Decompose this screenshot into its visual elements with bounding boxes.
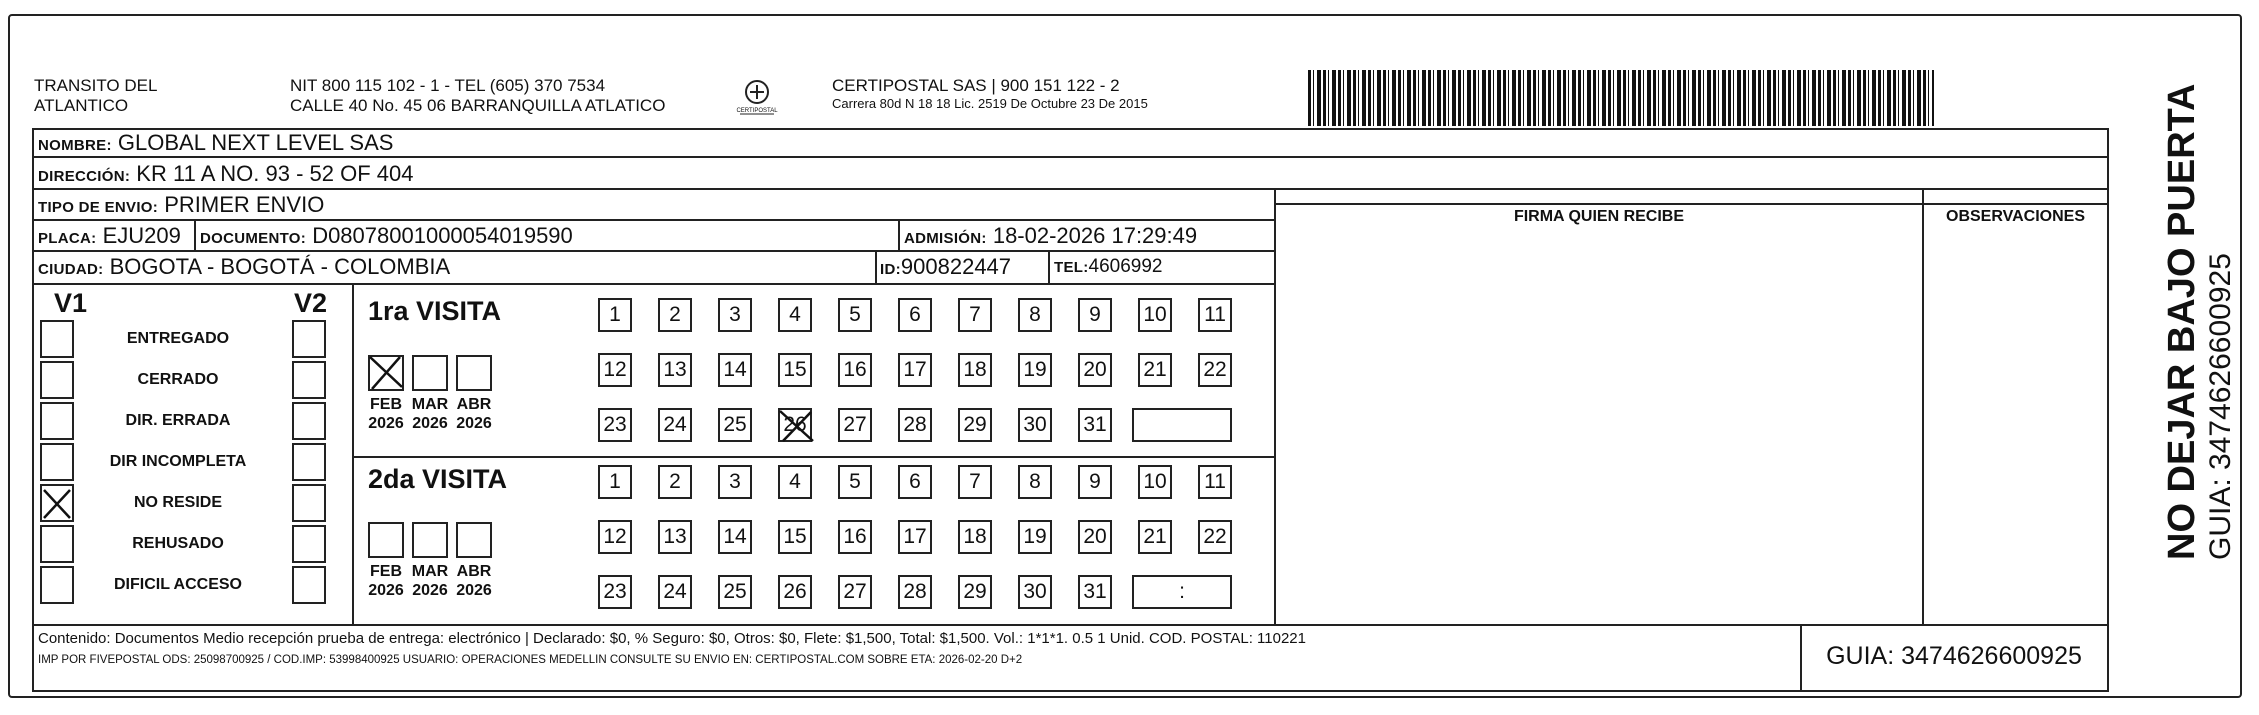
day-box[interactable]: 20 (1078, 353, 1112, 387)
status-checkbox-v1[interactable] (40, 443, 74, 481)
documento-value: D08078001000054019590 (312, 223, 573, 248)
month-checkbox[interactable] (456, 522, 492, 558)
day-box[interactable]: 18 (958, 520, 992, 554)
month-label: MAR 2026 (411, 396, 449, 432)
day-box[interactable]: 11 (1198, 465, 1232, 499)
day-box[interactable]: 10 (1138, 465, 1172, 499)
status-label: DIFICIL ACCESO (113, 576, 242, 593)
day-box[interactable]: 4 (778, 465, 812, 499)
rule (875, 250, 877, 283)
day-box[interactable]: 19 (1018, 520, 1052, 554)
rule (194, 219, 196, 250)
day-box[interactable]: 5 (838, 298, 872, 332)
time-box[interactable]: : (1132, 575, 1232, 609)
day-box[interactable]: 23 (598, 408, 632, 442)
month-checkbox[interactable] (368, 355, 404, 391)
nombre-value: GLOBAL NEXT LEVEL SAS (117, 130, 394, 155)
id-value: 900822447 (900, 254, 1012, 279)
status-label: CERRADO (137, 371, 219, 388)
day-box[interactable]: 1 (598, 298, 632, 332)
status-checkbox-v2[interactable] (292, 443, 326, 481)
day-box[interactable]: 8 (1018, 465, 1052, 499)
status-label: NO RESIDE (133, 494, 222, 511)
month-label: ABR 2026 (456, 396, 492, 432)
day-box[interactable]: 7 (958, 465, 992, 499)
nombre-label: NOMBRE: (38, 137, 112, 154)
status-checkbox-v1[interactable] (40, 402, 74, 440)
firma-header: FIRMA QUIEN RECIBE (1513, 208, 1685, 225)
status-label: DIR. ERRADA (125, 412, 231, 429)
day-box[interactable]: 17 (898, 353, 932, 387)
day-box[interactable]: 13 (658, 353, 692, 387)
certipostal-logo (732, 74, 782, 124)
day-box[interactable]: 6 (898, 298, 932, 332)
day-box[interactable]: 29 (958, 575, 992, 609)
admision-field (904, 223, 1197, 252)
status-checkbox-v1[interactable] (40, 525, 74, 563)
day-box[interactable]: 28 (898, 408, 932, 442)
day-box[interactable]: 14 (718, 353, 752, 387)
rule (352, 283, 354, 624)
day-box[interactable]: 15 (778, 353, 812, 387)
day-box[interactable]: 10 (1138, 298, 1172, 332)
rule (34, 283, 1274, 285)
day-box[interactable]: 25 (718, 575, 752, 609)
day-box[interactable]: 26 (778, 408, 812, 442)
day-box[interactable]: 13 (658, 520, 692, 554)
direccion-label: DIRECCIÓN: (38, 168, 131, 185)
day-box[interactable]: 3 (718, 465, 752, 499)
documento-label: DOCUMENTO: (200, 230, 307, 247)
day-box[interactable]: 24 (658, 575, 692, 609)
day-box[interactable]: 8 (1018, 298, 1052, 332)
logo-text: CERTIPOSTAL (736, 108, 778, 114)
placa-value: EJU209 (102, 223, 181, 248)
day-box[interactable]: 9 (1078, 465, 1112, 499)
day-box[interactable]: 16 (838, 520, 872, 554)
day-box[interactable]: 16 (838, 353, 872, 387)
sender-name (34, 76, 157, 116)
rule (1800, 624, 1802, 690)
day-box[interactable]: 24 (658, 408, 692, 442)
tipo-envio-field (38, 192, 324, 221)
status-checkbox-v1[interactable] (40, 484, 74, 522)
v1-label: V1 (54, 288, 88, 318)
rule (1922, 188, 1924, 624)
month-label: ABR 2026 (456, 563, 492, 599)
guide-form (32, 128, 2109, 692)
barcode (1308, 70, 1934, 126)
day-box[interactable]: 18 (958, 353, 992, 387)
side-text (2160, 84, 2238, 560)
day-box[interactable]: 27 (838, 408, 872, 442)
logo-icon (732, 74, 782, 124)
status-label: DIR INCOMPLETA (109, 453, 247, 470)
visit1-title: 1ra VISITA (368, 296, 502, 326)
status-checkbox-v2[interactable] (292, 402, 326, 440)
status-checkbox-v2[interactable] (292, 525, 326, 563)
visit2-title: 2da VISITA (368, 464, 508, 494)
day-box[interactable]: 6 (898, 465, 932, 499)
admision-label: ADMISIÓN: (904, 230, 987, 247)
day-box[interactable]: 30 (1018, 575, 1052, 609)
tel-value: 4606992 (1088, 256, 1163, 277)
status-checkbox-v1[interactable] (40, 361, 74, 399)
side-warning: NO DEJAR BAJO PUERTA (2161, 83, 2203, 560)
id-field (880, 254, 1011, 283)
admision-value: 18-02-2026 17:29:49 (992, 223, 1198, 248)
day-box[interactable]: 4 (778, 298, 812, 332)
rule (1048, 250, 1050, 283)
sender-line-2: ATLANTICO (34, 96, 129, 115)
day-box[interactable]: 20 (1078, 520, 1112, 554)
id-label: ID: (880, 261, 901, 278)
tel-field (1054, 254, 1163, 281)
day-box[interactable]: 1 (598, 465, 632, 499)
day-box[interactable]: 30 (1018, 408, 1052, 442)
side-guia: GUIA: 3474626600925 (2204, 253, 2237, 560)
day-box[interactable]: 25 (718, 408, 752, 442)
ciudad-label: CIUDAD: (38, 261, 104, 278)
placa-field (38, 223, 181, 252)
day-box[interactable]: 21 (1138, 520, 1172, 554)
observaciones-header: OBSERVACIONES (1946, 208, 2085, 225)
day-box[interactable]: 12 (598, 353, 632, 387)
status-checkbox-v1[interactable] (40, 566, 74, 604)
placa-label: PLACA: (38, 230, 97, 247)
nit-line: NIT 800 115 102 - 1 - TEL (605) 370 7534 (290, 76, 606, 95)
day-box[interactable]: 29 (958, 408, 992, 442)
status-checkbox-v2[interactable] (292, 361, 326, 399)
day-box[interactable]: 2 (658, 465, 692, 499)
month-checkbox[interactable] (456, 355, 492, 391)
day-box[interactable]: 22 (1198, 353, 1232, 387)
day-box[interactable]: 7 (958, 298, 992, 332)
day-box[interactable]: 23 (598, 575, 632, 609)
status-label: ENTREGADO (126, 330, 230, 347)
courier-details (832, 76, 1148, 112)
rule (1274, 203, 2107, 205)
day-box[interactable]: 15 (778, 520, 812, 554)
month-label: FEB 2026 (368, 396, 404, 432)
day-box[interactable]: 19 (1018, 353, 1052, 387)
month-checkbox[interactable] (412, 355, 448, 391)
month-checkbox[interactable] (368, 522, 404, 558)
day-box[interactable]: 31 (1078, 408, 1112, 442)
day-box[interactable]: 17 (898, 520, 932, 554)
direccion-value: KR 11 A NO. 93 - 52 OF 404 (136, 161, 414, 186)
ciudad-value: BOGOTA - BOGOTÁ - COLOMBIA (109, 254, 451, 279)
rule (352, 456, 1274, 458)
courier-line-1: CERTIPOSTAL SAS | 900 151 122 - 2 (832, 76, 1120, 95)
direccion-field (38, 161, 413, 190)
status-checkbox-v1[interactable] (40, 320, 74, 358)
day-box[interactable]: 21 (1138, 353, 1172, 387)
month-label: FEB 2026 (368, 563, 404, 599)
rule (34, 624, 2107, 626)
day-box[interactable]: 5 (838, 465, 872, 499)
day-box[interactable]: 2 (658, 298, 692, 332)
nombre-field (38, 130, 393, 159)
sender-line-1: TRANSITO DEL (34, 76, 158, 95)
day-box[interactable]: 28 (898, 575, 932, 609)
ciudad-field (38, 254, 450, 283)
day-box[interactable]: 22 (1198, 520, 1232, 554)
courier-line-2: Carrera 80d N 18 18 Lic. 2519 De Octubre 23 De 2015 (832, 96, 1148, 111)
day-box[interactable]: 9 (1078, 298, 1112, 332)
status-checkbox-v2[interactable] (292, 566, 326, 604)
tipo-envio-value: PRIMER ENVIO (164, 192, 325, 217)
day-box[interactable]: 27 (838, 575, 872, 609)
month-label: MAR 2026 (411, 563, 449, 599)
footer-line-2: IMP POR FIVEPOSTAL ODS: 25098700925 / COD.IMP: 53998400925 USUARIO: OPERACIONES MEDELLIN CONSULTE SU ENVIO EN: CERTIPOSTAL.COM SOBRE ETA: 2026-02-20 D+2 (38, 654, 1023, 666)
day-box[interactable]: 12 (598, 520, 632, 554)
rule (1274, 188, 1276, 624)
status-checkbox-v2[interactable] (292, 320, 326, 358)
rule (898, 219, 900, 250)
status-checkbox-v2[interactable] (292, 484, 326, 522)
documento-field (200, 223, 573, 252)
address-line: CALLE 40 No. 45 06 BARRANQUILLA ATLATICO (290, 96, 666, 115)
status-label: REHUSADO (132, 535, 224, 552)
month-checkbox[interactable] (412, 522, 448, 558)
v2-label: V2 (294, 288, 328, 318)
day-box[interactable]: 26 (778, 575, 812, 609)
day-box[interactable]: 31 (1078, 575, 1112, 609)
day-box[interactable]: 3 (718, 298, 752, 332)
sender-details (290, 76, 665, 116)
tel-label: TEL: (1054, 259, 1089, 276)
footer-line-1: Contenido: Documentos Medio recepción prueba de entrega: electrónico | Declarado: $0, % Seguro: $0, Otros: $0, Flete: $1,500, Total: $1,500. Vol.: 1*1*1. 0.5 1 Unid. COD. POSTAL: 110221 (38, 630, 1306, 647)
tipo-envio-label: TIPO DE ENVIO: (38, 199, 159, 216)
day-box[interactable]: 11 (1198, 298, 1232, 332)
time-box[interactable] (1132, 408, 1232, 442)
day-box[interactable]: 14 (718, 520, 752, 554)
footer-guia: GUIA: 3474626600925 (1826, 642, 2082, 670)
